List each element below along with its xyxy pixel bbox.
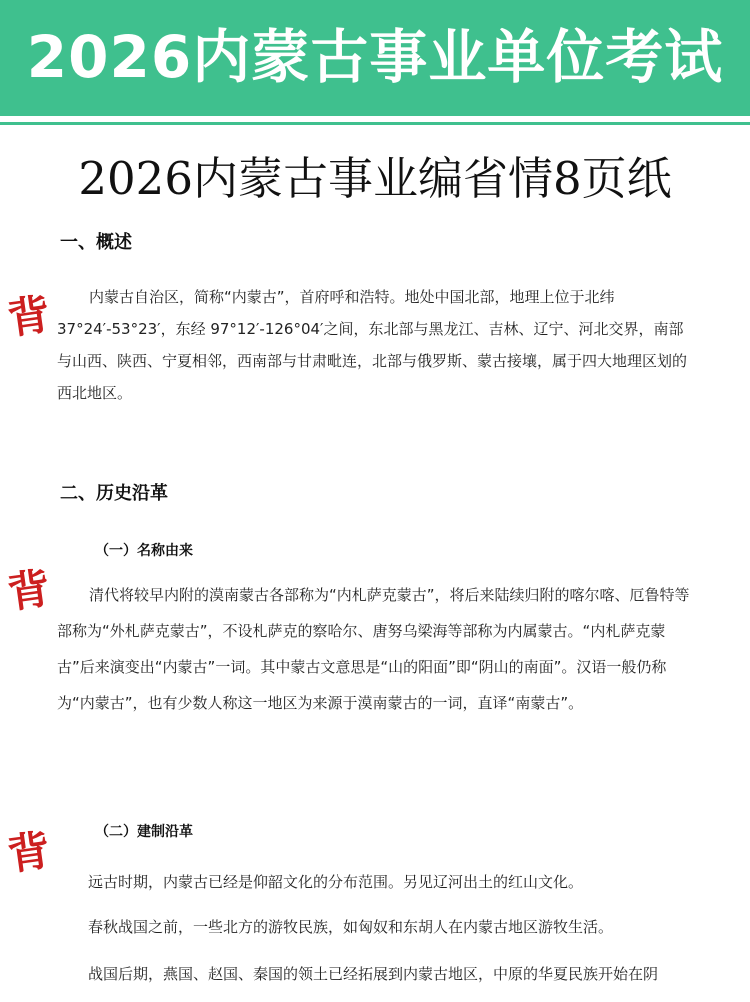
subsection-heading-name-origin: （一）名称由来 bbox=[95, 543, 193, 559]
memorize-stamp-icon: 背 bbox=[4, 825, 54, 880]
history-line: 远古时期，内蒙古已经是仰韶文化的分布范围。另见辽河出土的红山文化。 bbox=[88, 873, 584, 891]
name-origin-paragraph bbox=[57, 577, 697, 721]
name-origin-text: 清代将较早内附的漠南蒙古各部称为“内札萨克蒙古”，将后来陆续归附的喀尔喀、厄鲁特等部称为“外札萨克蒙古”，不设札萨克的察哈尔、唐努乌梁海等部称为内属蒙古。“内札萨克蒙古”后来演变出“内蒙古”一词。其中蒙古文意思是“山的阳面”即“阴山的南面”。汉语一般仍称为“内蒙古”，也有少数人称这一地区为来源于漠南蒙古的一词，直译“南蒙古”。 bbox=[57, 586, 690, 712]
document-title: 2026内蒙古事业编省情8页纸 bbox=[78, 152, 672, 205]
overview-text: 内蒙古自治区，简称“内蒙古”，首府呼和浩特。地处中国北部，地理上位于北纬37°24′-53°23′，东经 97°12′-126°04′之间，东北部与黑龙江、吉林、辽宁、河北交界，南部与山西、陕西、宁夏相邻，西南部与甘肃毗连，北部与俄罗斯、蒙古接壤，属于四大地理区划的西北地区。 bbox=[57, 288, 688, 402]
banner-title: 2026内蒙古事业单位考试 bbox=[26, 23, 724, 91]
history-line: 春秋战国之前，一些北方的游牧民族，如匈奴和东胡人在内蒙古地区游牧生活。 bbox=[88, 918, 614, 936]
memorize-stamp-icon: 背 bbox=[4, 563, 54, 618]
overview-paragraph bbox=[57, 281, 697, 409]
section-heading-history: 二、历史沿革 bbox=[60, 483, 168, 504]
header-banner bbox=[0, 0, 750, 116]
section-heading-overview: 一、概述 bbox=[60, 232, 132, 253]
history-line: 战国后期，燕国、赵国、秦国的领土已经拓展到内蒙古地区，中原的华夏民族开始在阴 bbox=[88, 965, 659, 983]
memorize-stamp-icon: 背 bbox=[4, 289, 54, 344]
banner-divider bbox=[0, 122, 750, 125]
subsection-heading-administrative-history: （二）建制沿革 bbox=[95, 824, 193, 840]
